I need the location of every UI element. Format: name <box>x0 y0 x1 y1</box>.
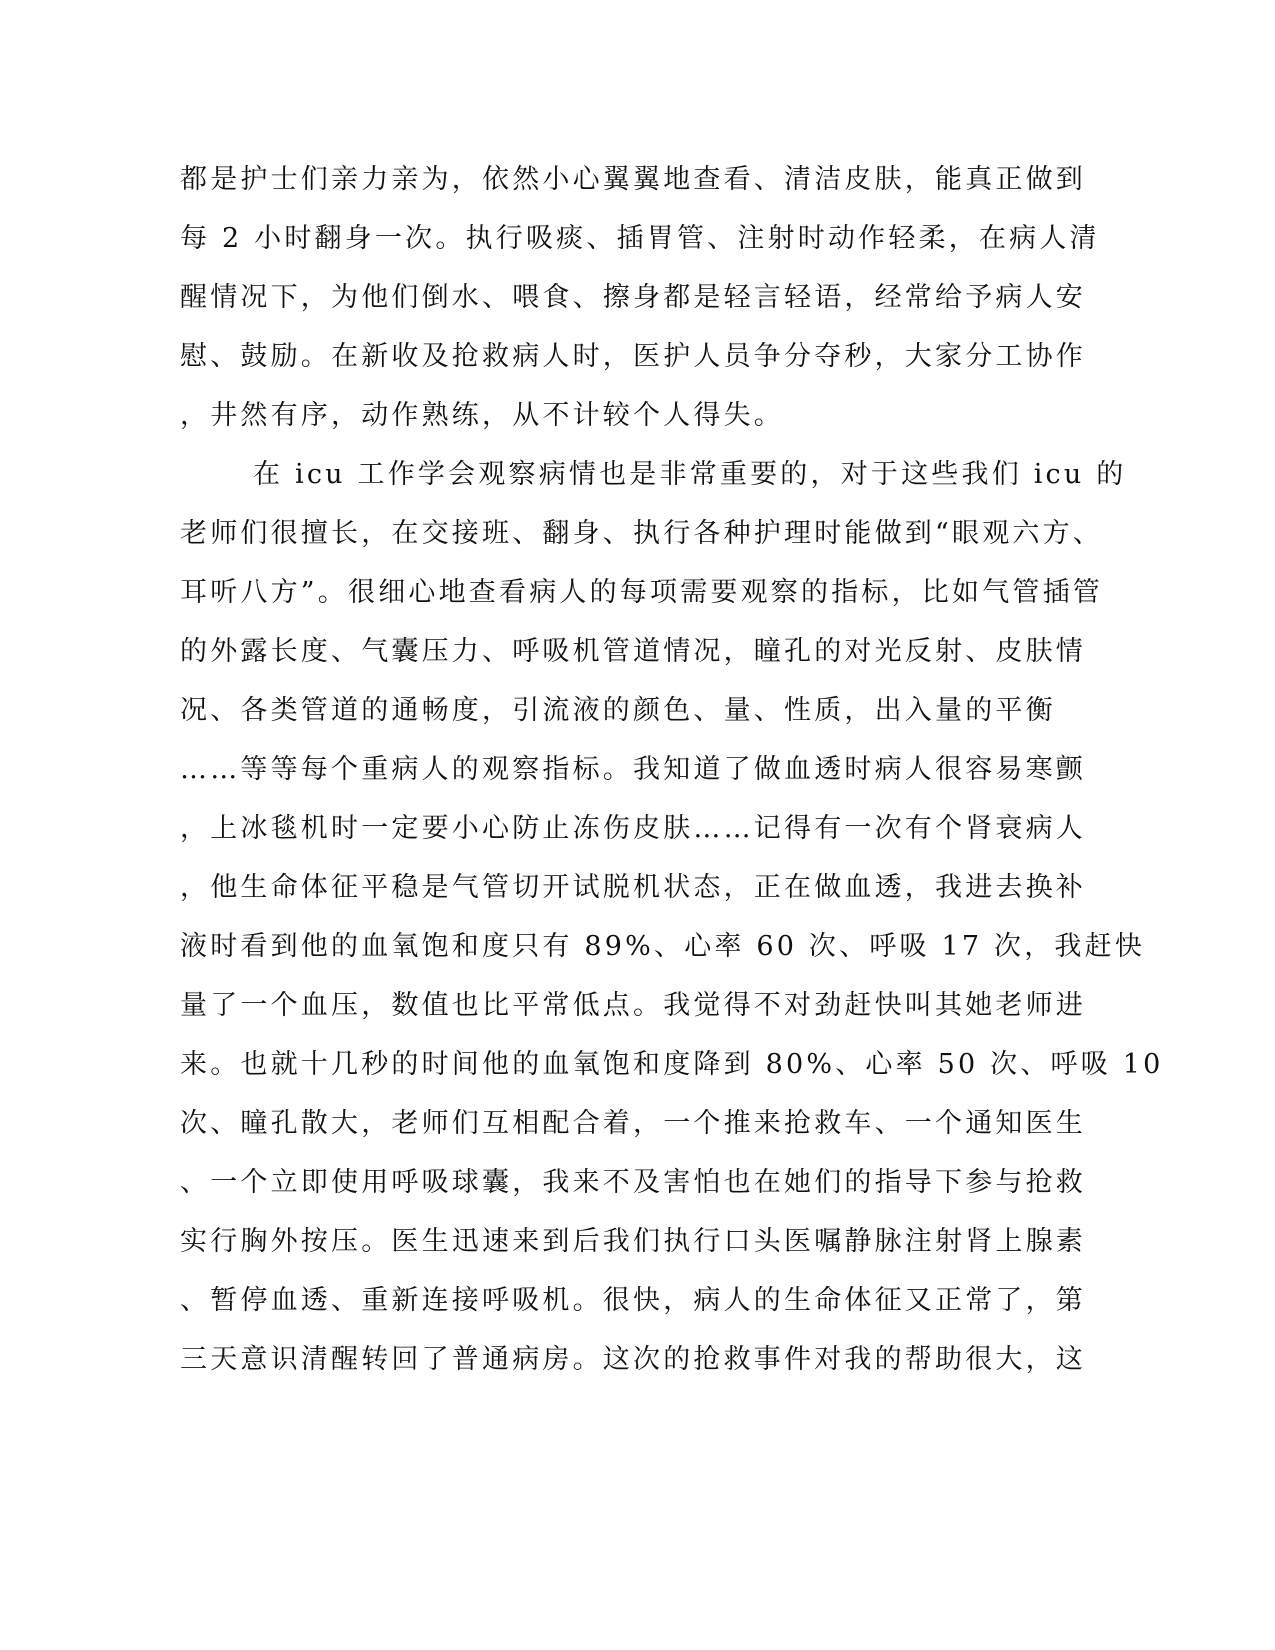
text-line: ，上冰毯机时一定要小心防止冻伤皮肤……记得有一次有个肾衰病人 <box>180 813 1086 844</box>
text-line: 的外露长度、气囊压力、呼吸机管道情况，瞳孔的对光反射、皮肤情 <box>180 636 1086 667</box>
text-line: 、暂停血透、重新连接呼吸机。很快，病人的生命体征又正常了，第 <box>180 1285 1086 1316</box>
text-line: 醒情况下，为他们倒水、喂食、擦身都是轻言轻语，经常给予病人安 <box>180 282 1086 313</box>
paragraph-first-line: 在 icu 工作学会观察病情也是非常重要的，对于这些我们 icu 的 <box>253 459 1127 490</box>
text-line: 慰、鼓励。在新收及抢救病人时，医护人员争分夺秒，大家分工协作 <box>180 341 1086 372</box>
text-line: ……等等每个重病人的观察指标。我知道了做血透时病人很容易寒颤 <box>180 754 1086 785</box>
text-line: 况、各类管道的通畅度，引流液的颜色、量、性质，出入量的平衡 <box>180 695 1056 726</box>
text-line: 老师们很擅长，在交接班、翻身、执行各种护理时能做到“眼观六方、 <box>180 518 1104 549</box>
text-line: 耳听八方”。很细心地查看病人的每项需要观察的指标，比如气管插管 <box>180 577 1104 608</box>
text-line: 、一个立即使用呼吸球囊，我来不及害怕也在她们的指导下参与抢救 <box>180 1167 1086 1198</box>
text-line: 液时看到他的血氧饱和度只有 89%、心率 60 次、呼吸 17 次，我赶快 <box>180 931 1146 962</box>
text-line: 次、瞳孔散大，老师们互相配合着，一个推来抢救车、一个通知医生 <box>180 1108 1086 1139</box>
text-line: 都是护士们亲力亲为，依然小心翼翼地查看、清洁皮肤，能真正做到 <box>180 164 1086 195</box>
text-line: 来。也就十几秒的时间他的血氧饱和度降到 80%、心率 50 次、呼吸 10 <box>180 1049 1164 1080</box>
text-line: ，井然有序，动作熟练，从不计较个人得失。 <box>180 400 784 431</box>
text-line: 每 2 小时翻身一次。执行吸痰、插胃管、注射时动作轻柔，在病人清 <box>180 223 1100 254</box>
text-line: 实行胸外按压。医生迅速来到后我们执行口头医嘱静脉注射肾上腺素 <box>180 1226 1086 1257</box>
text-line: 三天意识清醒转回了普通病房。这次的抢救事件对我的帮助很大，这 <box>180 1344 1086 1375</box>
text-line: 量了一个血压，数值也比平常低点。我觉得不对劲赶快叫其她老师进 <box>180 990 1086 1021</box>
text-line: ，他生命体征平稳是气管切开试脱机状态，正在做血透，我进去换补 <box>180 872 1086 903</box>
